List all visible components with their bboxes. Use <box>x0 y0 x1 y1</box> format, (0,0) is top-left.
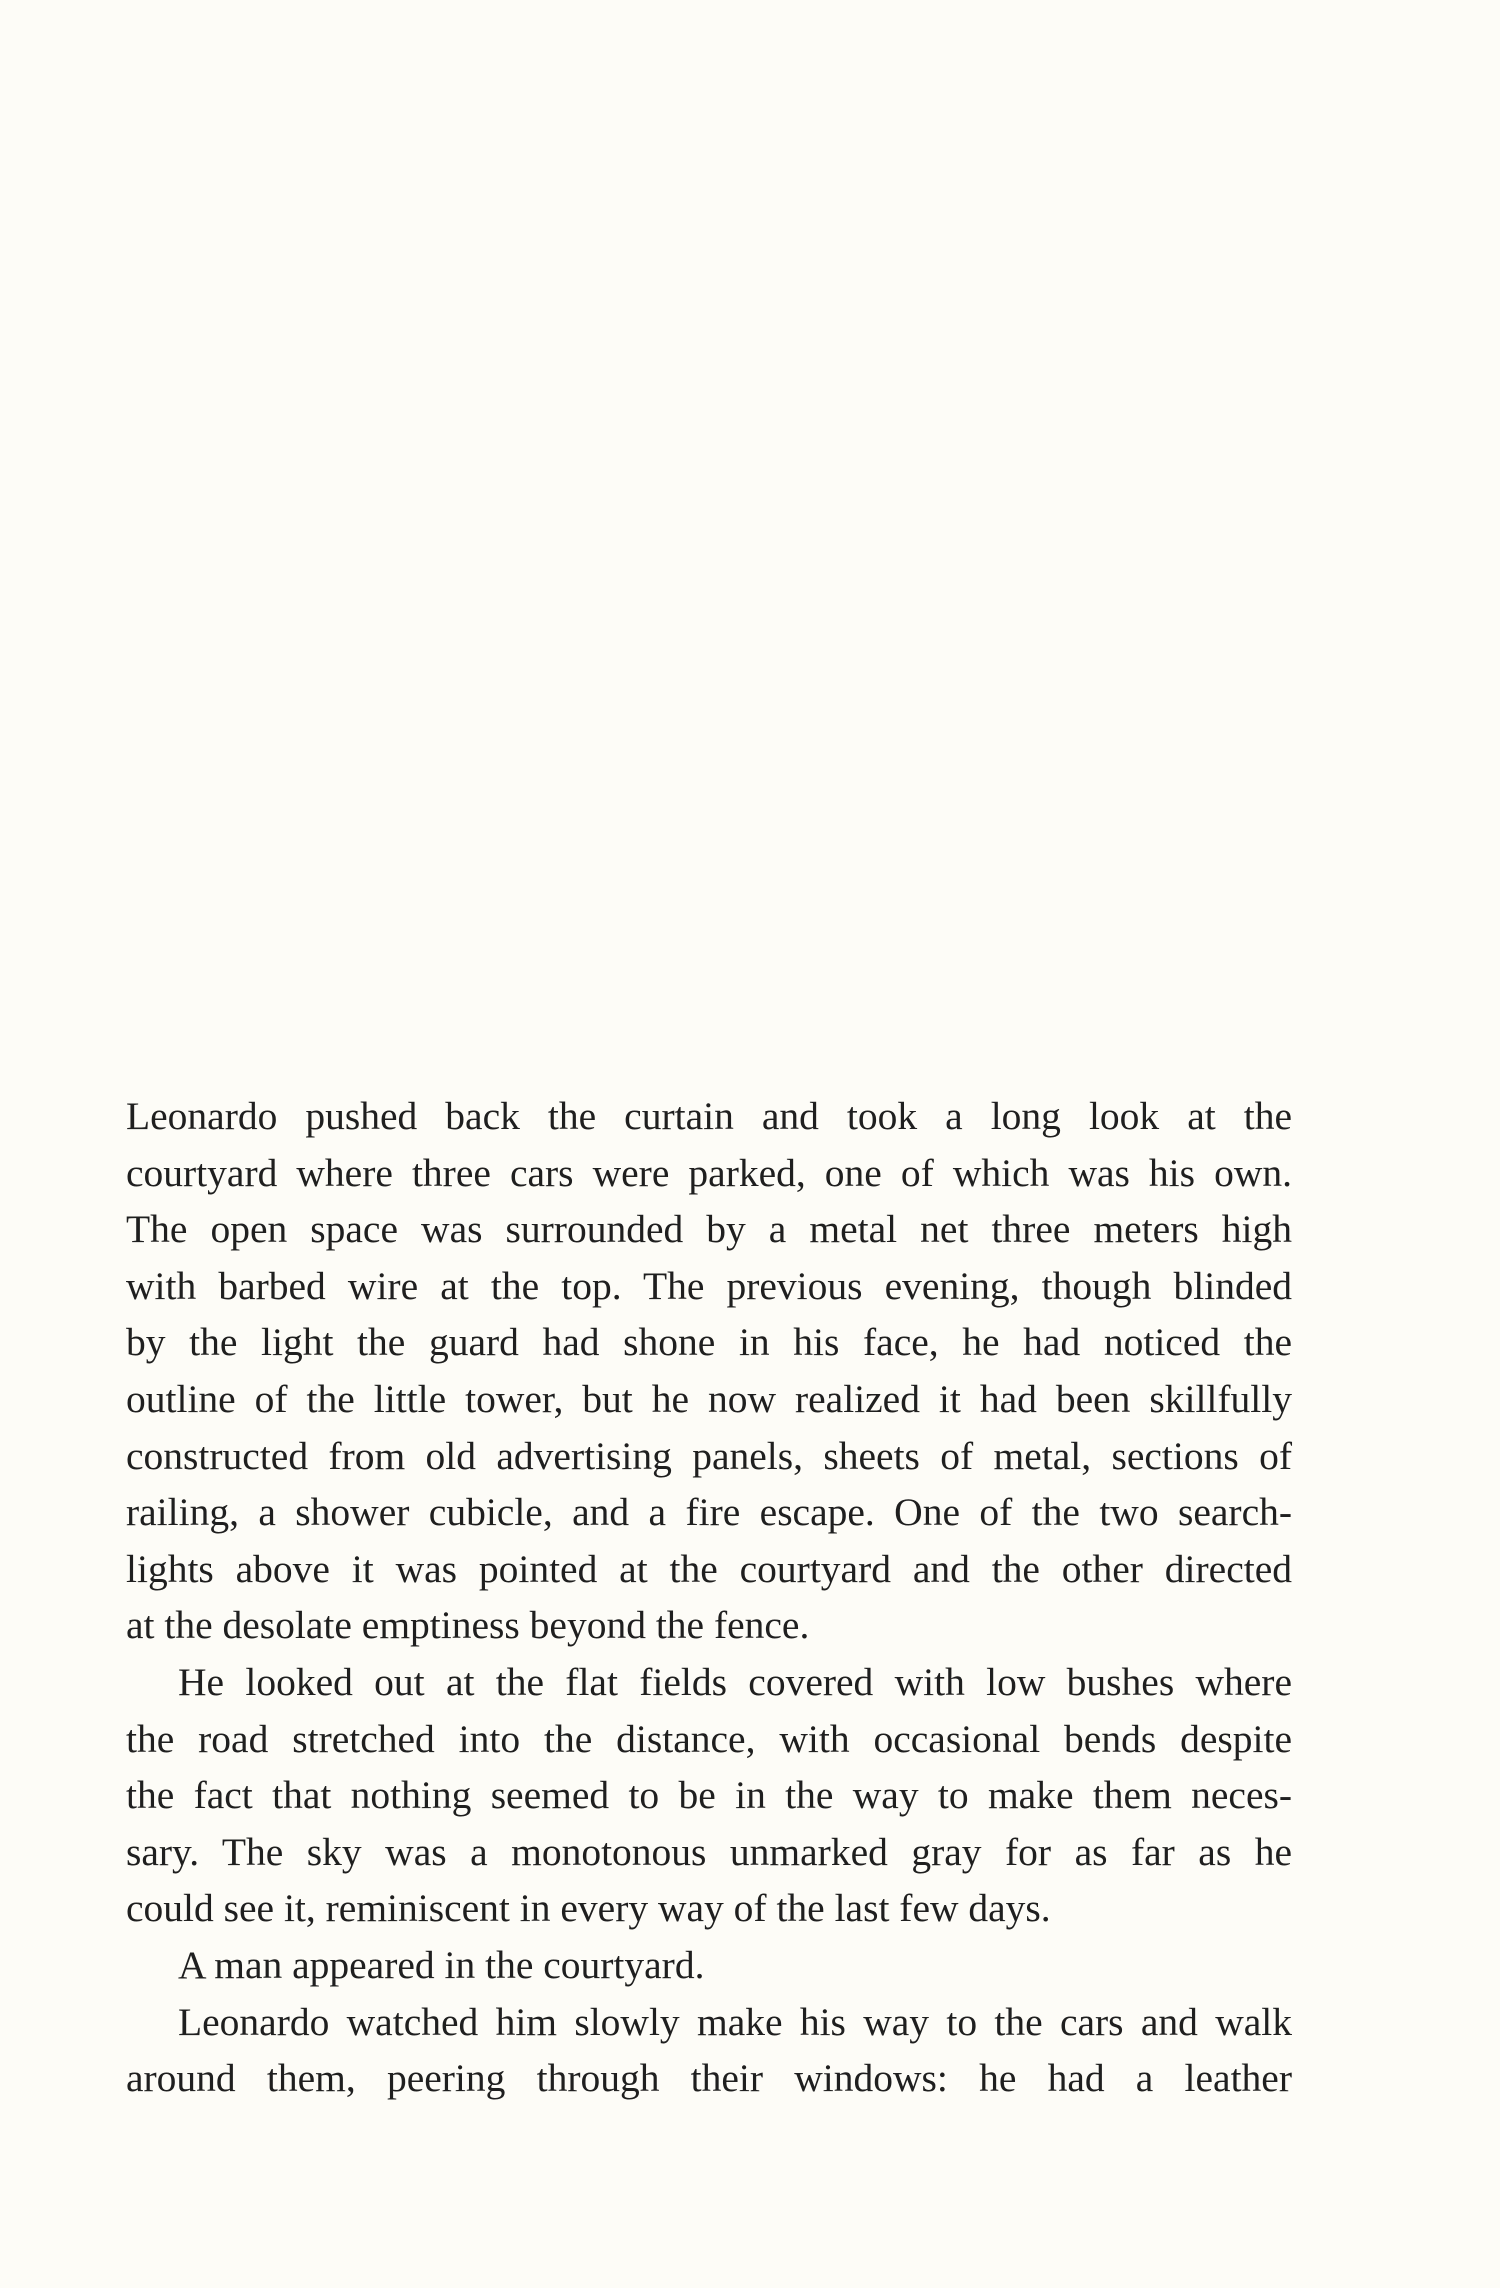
text-line: lights above it was pointed at the courtyard and the other directed <box>126 1546 1292 1591</box>
text-line: with barbed wire at the top. The previous evening, though blinded <box>126 1263 1292 1308</box>
text-line: by the light the guard had shone in his face, he had noticed the <box>126 1320 1292 1365</box>
text-line: The open space was surrounded by a metal net three meters high <box>126 1207 1292 1252</box>
text-line: Leonardo pushed back the curtain and took a long look at the <box>126 1094 1292 1138</box>
paragraph-4 <box>126 1994 1292 2107</box>
text-line: constructed from old advertising panels, sheets of metal, sections of <box>126 1433 1292 1478</box>
text-line: Leonardo watched him slowly make his way to the cars and walk <box>178 1999 1292 2044</box>
text-line: the road stretched into the distance, with occasional bends despite <box>126 1716 1292 1761</box>
text-line: at the desolate emptiness beyond the fence. <box>126 1603 810 1648</box>
paragraph-1 <box>126 1088 1292 1654</box>
text-line: around them, peering through their windows: he had a leather <box>126 2056 1292 2101</box>
paragraph-2 <box>126 1654 1292 1937</box>
text-line: the fact that nothing seemed to be in the way to make them neces- <box>126 1773 1292 1818</box>
text-line: railing, a shower cubicle, and a fire escape. One of the two search- <box>126 1490 1292 1535</box>
paragraph-3 <box>126 1937 1292 1994</box>
text-line: He looked out at the flat fields covered with low bushes where <box>178 1659 1292 1704</box>
text-line: courtyard where three cars were parked, one of which was his own. <box>126 1150 1292 1195</box>
text-line: outline of the little tower, but he now realized it had been skillfully <box>126 1376 1292 1421</box>
body-text <box>126 1088 1292 2107</box>
text-line: sary. The sky was a monotonous unmarked gray for as far as he <box>126 1829 1292 1874</box>
text-line: A man appeared in the courtyard. <box>178 1942 705 1987</box>
text-line: could see it, reminiscent in every way of the last few days. <box>126 1886 1051 1931</box>
